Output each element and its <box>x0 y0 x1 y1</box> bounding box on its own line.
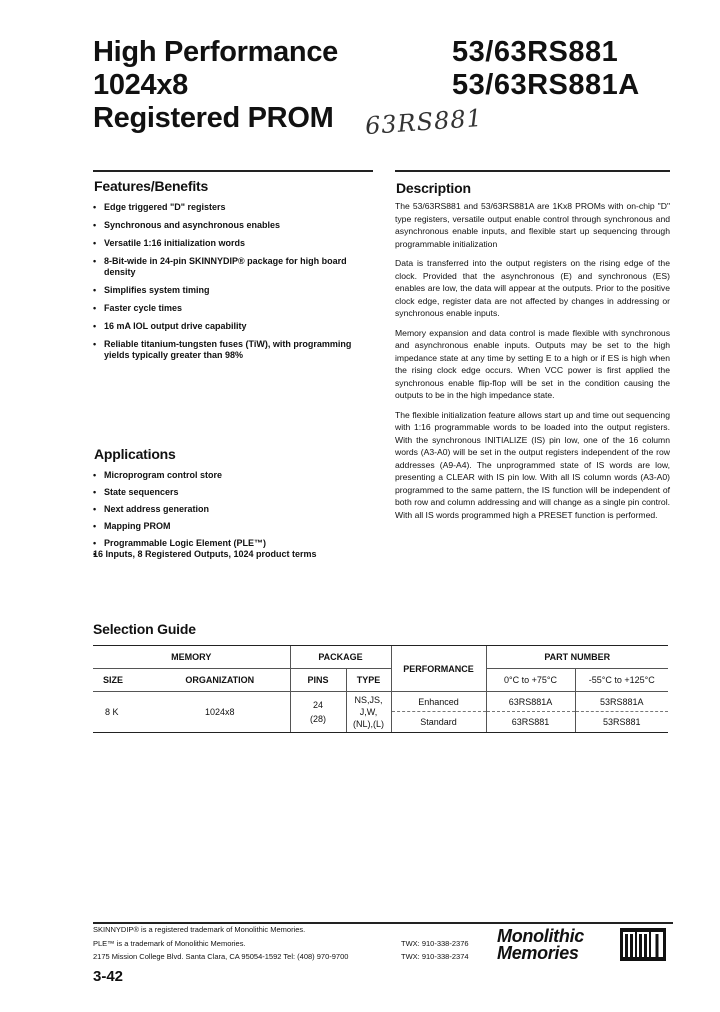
application-item: • State sequencers <box>93 487 363 498</box>
pins-header: PINS <box>290 669 346 692</box>
part-number-1: 53/63RS881 <box>452 36 619 68</box>
type-line: (NL),(L) <box>353 719 384 729</box>
military-part-cell: 53RS881A <box>575 692 668 712</box>
twx-number-1: TWX: 910-338-2376 <box>401 939 469 948</box>
feature-item: • Simplifies system timing <box>93 285 363 296</box>
description-paragraph: Data is transferred into the output registers on the rising edge of the clock. Provided that the asynchronous (E) and synchronous (ES) enables are low, the data will appear at the outputs. Prior to the positive clock edge, register data are not affected by changes in addressing or synchronous enable inputs. <box>395 258 670 318</box>
size-header: SIZE <box>93 669 150 692</box>
performance-header: PERFORMANCE <box>391 646 486 692</box>
logo-line-1: Monolithic <box>497 926 584 946</box>
description-paragraph: The flexible initialization feature allows start up and time out sequencing with 1:16 programmable words to be loaded into the output registers. With the synchronous INITIALIZE (IS) pin low, one of the 16 column words (A3-A0) will be set in the output registers independent of the row addresses (A9-A4). The unprogrammed state of IS words are low, presenting a CLEAR with IS pin low. With all IS column words (A3-A0) programmed to the same pattern, the IS function will be independent of both row and column addressing and will change as a single pin control. With all IS words programmed high a PRESET function is performed. <box>395 409 670 520</box>
feature-item: • 16 mA IOL output drive capability <box>93 321 363 332</box>
mmi-logo-icon <box>620 928 666 961</box>
logo-line-2: Memories <box>497 943 579 963</box>
description-paragraph: Memory expansion and data control is made flexible with synchronous and asynchronous enable inputs. Outputs may be set to the high impedance state at any time by setting E to a high or if ES is high when the rising clock edge occurs. When VCC power is first applied the synchronous enable flip-flop will be set in the condition causing the outputs to be in the high impedance state. <box>395 327 670 400</box>
pins-value: 24 <box>312 700 323 710</box>
performance-cell: Standard <box>391 712 486 732</box>
selection-guide-table <box>93 645 668 733</box>
page-title <box>93 36 338 135</box>
feature-item: • Reliable titanium-tungsten fuses (TiW), with programming yields typically greater than 98% <box>93 339 363 361</box>
organization-header: ORGANIZATION <box>150 669 290 692</box>
application-item: • Programmable Logic Element (PLE™) <box>93 538 363 549</box>
application-item: • 16 Inputs, 8 Registered Outputs, 1024 product terms <box>93 549 363 560</box>
memory-group-header: MEMORY <box>93 646 290 669</box>
title-line-3: Registered PROM <box>93 102 334 134</box>
features-heading: Features/Benefits <box>94 178 209 194</box>
description-paragraph: The 53/63RS881 and 53/63RS881A are 1Kx8 PROMs with on-chip "D" type registers, versatile output enable control through synchronous and asynchronous enable inputs, and flexible start up sequencing through programmable initialization <box>395 201 670 249</box>
feature-item: • Edge triggered "D" registers <box>93 202 363 213</box>
part-number-block <box>452 36 640 102</box>
size-cell: 8 K <box>105 707 119 717</box>
package-group-header: PACKAGE <box>290 646 391 669</box>
title-line-1: High Performance <box>93 36 338 68</box>
application-item: • Microprogram control store <box>93 470 363 481</box>
part-number-2: 53/63RS881A <box>452 69 640 101</box>
feature-item: • Faster cycle times <box>93 303 363 314</box>
part-number-group-header: PART NUMBER <box>486 646 668 669</box>
title-line-2: 1024x8 <box>93 69 188 101</box>
performance-cell: Enhanced <box>391 692 486 712</box>
commercial-part-cell: 63RS881 <box>486 712 575 732</box>
organization-cell: 1024x8 <box>150 692 290 733</box>
company-address: 2175 Mission College Blvd. Santa Clara, CA 95054-1592 Tel: (408) 970-9700 <box>93 952 349 961</box>
feature-item: • Versatile 1:16 initialization words <box>93 238 363 249</box>
features-rule <box>93 170 373 172</box>
twx-number-2: TWX: 910-338-2374 <box>401 952 469 961</box>
description-body <box>395 200 670 528</box>
application-item: • Mapping PROM <box>93 521 363 532</box>
company-logo-text <box>497 928 584 962</box>
selection-guide-heading: Selection Guide <box>93 621 196 637</box>
commercial-part-cell: 63RS881A <box>486 692 575 712</box>
description-rule <box>395 170 670 172</box>
type-line: NS,JS, <box>354 695 383 705</box>
page-number: 3-42 <box>93 968 124 985</box>
type-line: J,W, <box>359 707 378 717</box>
type-cell <box>346 692 391 733</box>
pins-alt-value: (28) <box>309 714 326 724</box>
application-item: • Next address generation <box>93 504 363 515</box>
applications-heading: Applications <box>94 446 176 462</box>
military-temp-header: -55°C to +125°C <box>575 669 668 692</box>
trademark-note-1: SKINNYDIP® is a registered trademark of Monolithic Memories. <box>93 925 306 934</box>
trademark-note-2: PLE™ is a trademark of Monolithic Memories. <box>93 939 246 948</box>
description-heading: Description <box>396 180 471 196</box>
commercial-temp-header: 0°C to +75°C <box>486 669 575 692</box>
applications-list <box>93 470 363 566</box>
military-part-cell: 53RS881 <box>602 717 641 728</box>
handwritten-note: 63RS881 <box>364 103 484 141</box>
pins-cell <box>290 692 346 733</box>
feature-item: • Synchronous and asynchronous enables <box>93 220 363 231</box>
type-header: TYPE <box>346 669 391 692</box>
feature-item: • 8-Bit-wide in 24-pin SKINNYDIP® package for high board density <box>93 256 363 278</box>
features-list <box>93 202 363 368</box>
